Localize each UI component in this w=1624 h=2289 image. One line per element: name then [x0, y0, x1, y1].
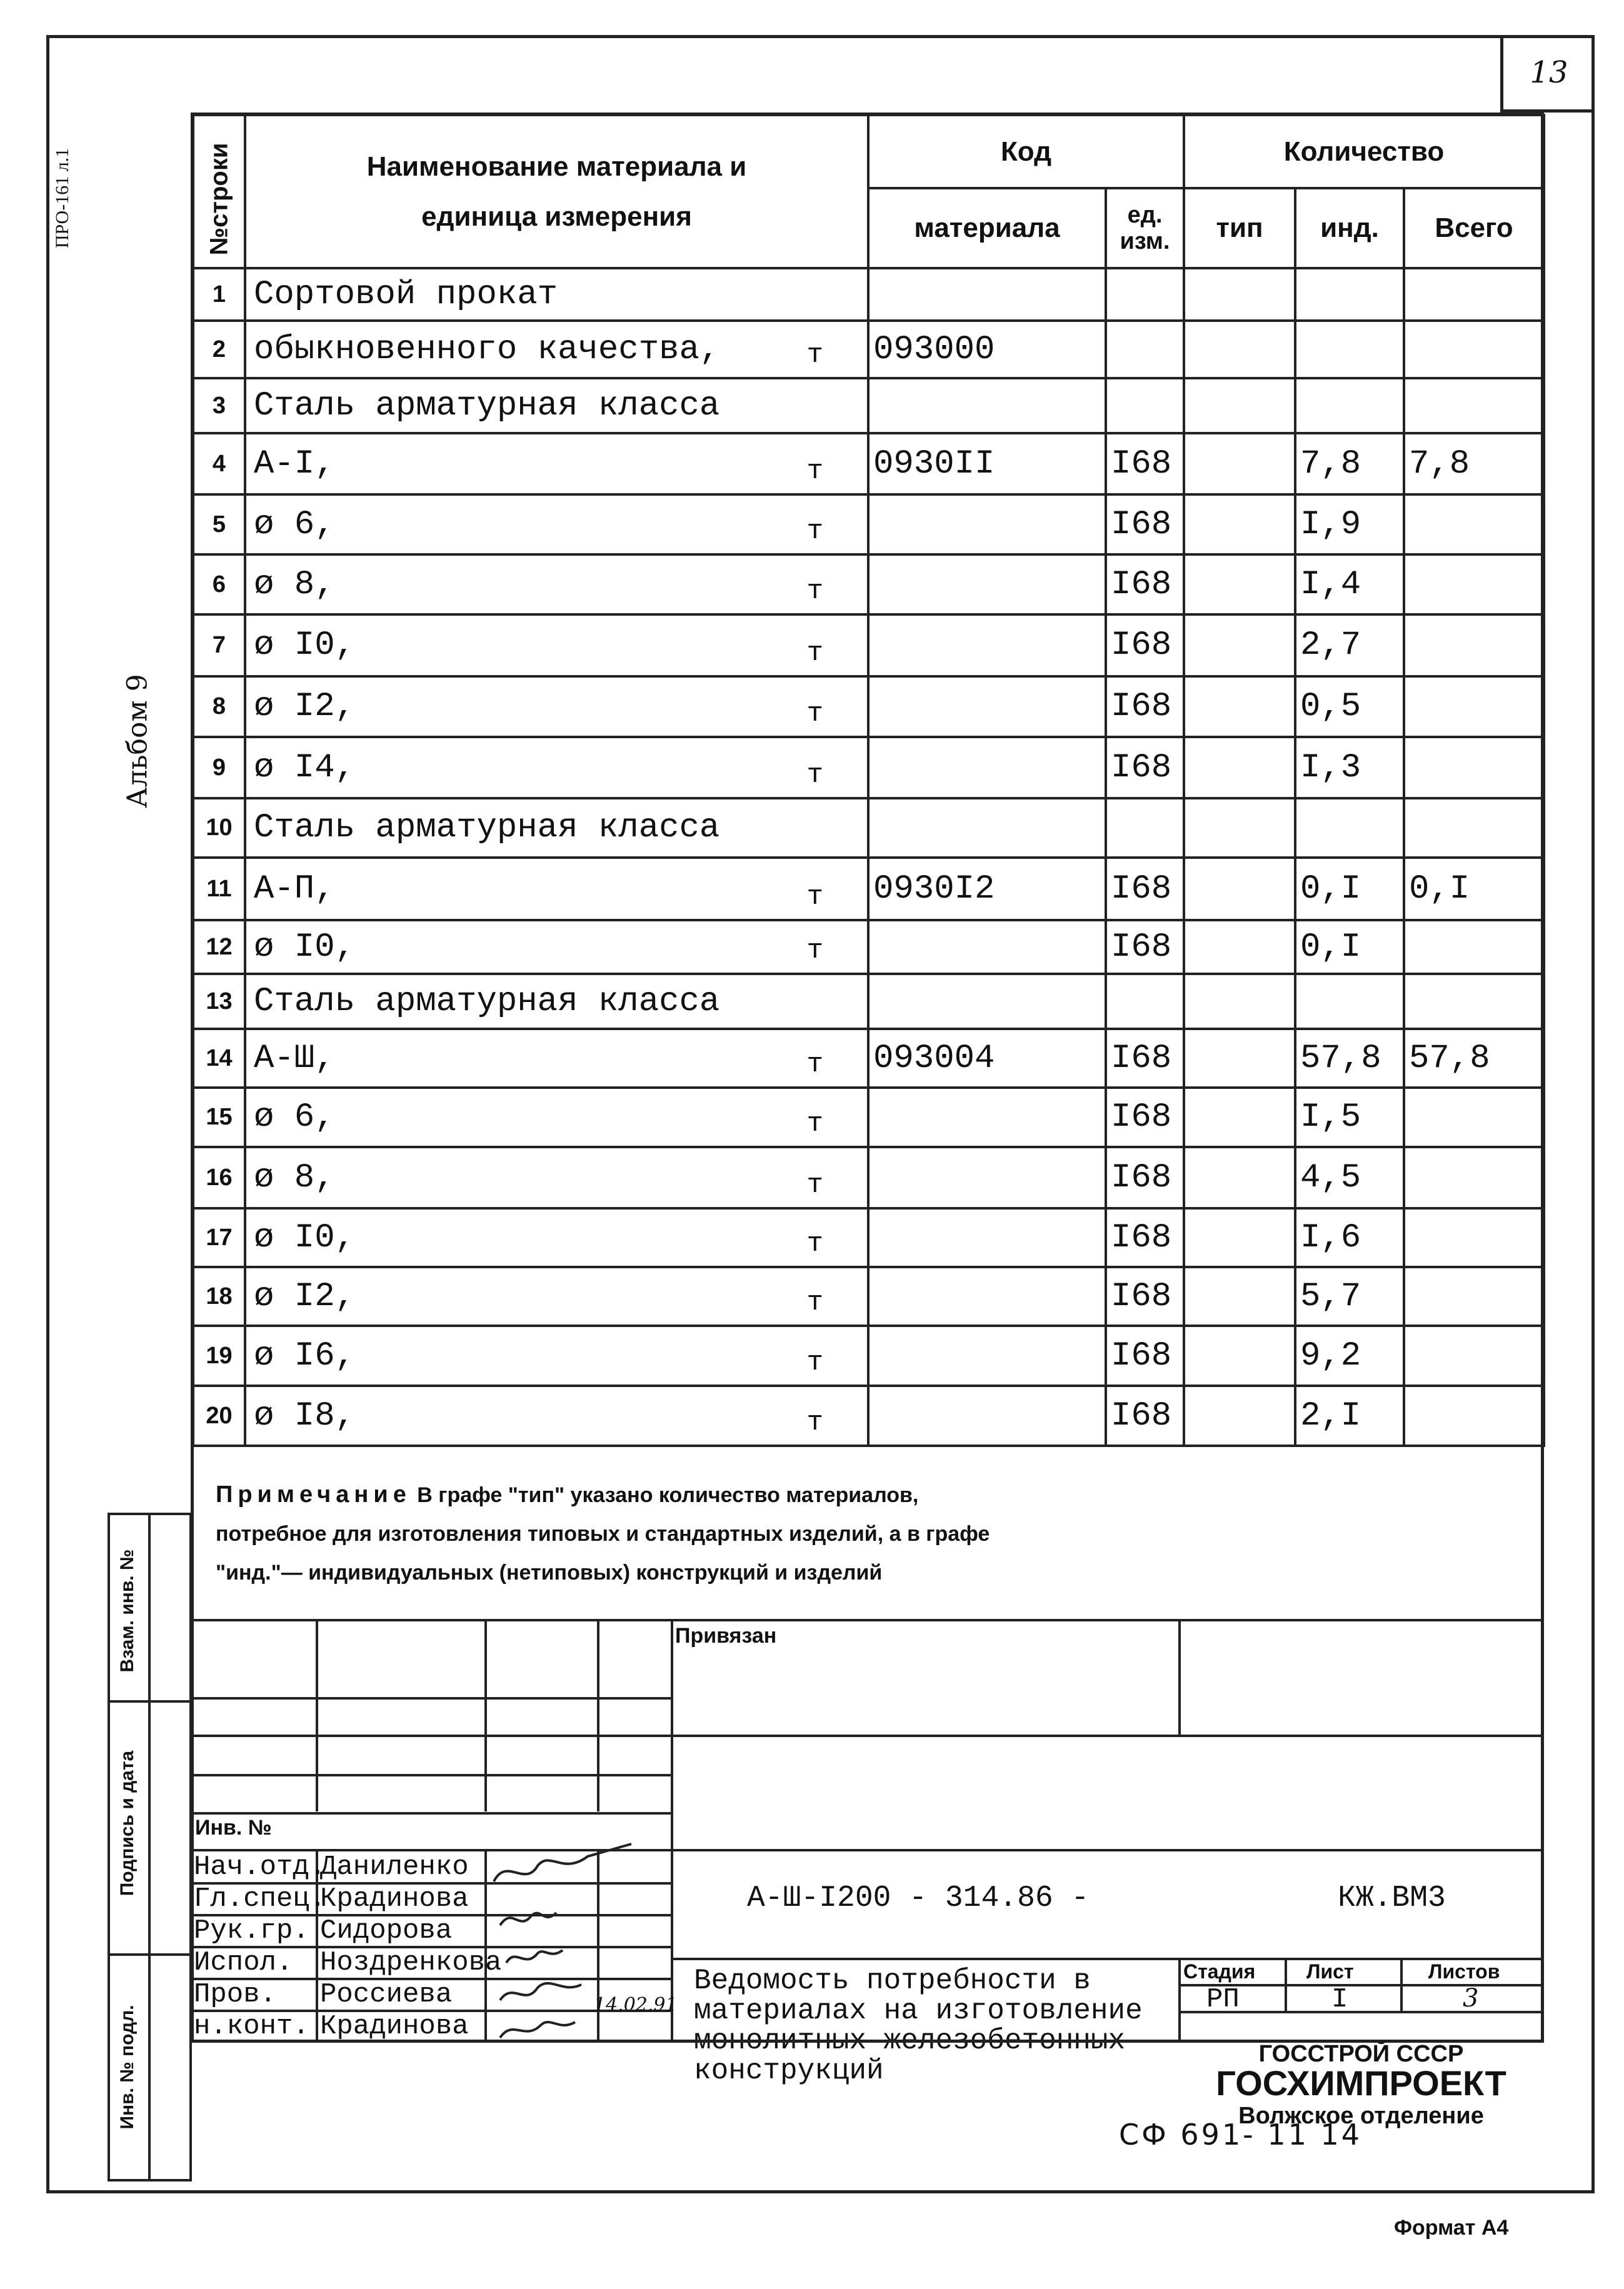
qty-total: 7,8	[1404, 433, 1544, 494]
material-unit: т	[806, 638, 823, 669]
row-number: 4	[193, 433, 245, 494]
quantity-header: Количество	[1184, 115, 1544, 188]
material-name-text: ø I0,	[254, 626, 356, 664]
bottom-code: СФ 691- 11 14	[1119, 2118, 1363, 2151]
qty-ind: 57,8	[1295, 1029, 1404, 1088]
unit-code: I68	[1106, 433, 1184, 494]
privyazan-label: Привязан	[675, 1624, 777, 1648]
material-name-text: Сталь арматурная класса	[254, 386, 720, 425]
unit-code: I68	[1106, 554, 1184, 614]
code-unit-header: ед. изм.	[1106, 188, 1184, 268]
qty-ind: I,4	[1295, 554, 1404, 614]
row-number: 11	[193, 858, 245, 920]
material-unit: т	[806, 935, 823, 966]
signatory-role: н.конт.	[194, 2011, 309, 2042]
qty-total: 57,8	[1404, 1029, 1544, 1088]
material-unit: т	[806, 1170, 823, 1201]
material-unit: т	[806, 1287, 823, 1318]
org-goshimproekt: ГОСХИМПРОЕКТ	[1216, 2063, 1506, 2103]
material-unit: т	[806, 456, 823, 487]
material-name-text: ø I2,	[254, 688, 356, 726]
row-number: 13	[193, 974, 245, 1029]
material-unit: т	[806, 339, 823, 371]
material-name-text: ø I0,	[254, 1218, 356, 1257]
row-number: 17	[193, 1208, 245, 1267]
row-number: 7	[193, 614, 245, 676]
row-number: 5	[193, 494, 245, 554]
stage-value: РП	[1206, 1984, 1240, 2015]
qty-ind: I,3	[1295, 737, 1404, 798]
name-header: Наименование материала и единица измерения	[245, 115, 868, 268]
material-name-text: ø I6,	[254, 1336, 356, 1375]
podpis-data-label: Подпись и дата	[117, 1750, 138, 1896]
unit-code: I68	[1106, 737, 1184, 798]
material-unit: т	[806, 1108, 823, 1139]
qty-total: 0,I	[1404, 858, 1544, 920]
material-unit: т	[806, 1228, 823, 1260]
material-unit: т	[806, 576, 823, 607]
row-number: 8	[193, 676, 245, 737]
row-number: 9	[193, 737, 245, 798]
material-unit: т	[806, 698, 823, 729]
row-number: 3	[193, 378, 245, 433]
material-name-text: ø 8,	[254, 565, 335, 604]
qty-ind: 2,I	[1295, 1386, 1404, 1446]
code-header: Код	[868, 115, 1184, 188]
unit-code: I68	[1106, 1147, 1184, 1208]
material-name-text: А-П,	[254, 869, 335, 908]
qty-ind: 2,7	[1295, 614, 1404, 676]
unit-code: I68	[1106, 1386, 1184, 1446]
inv-no-label: Инв. №	[195, 1816, 272, 1840]
album-label: Альбом 9	[121, 674, 154, 808]
material-unit: т	[806, 1407, 823, 1438]
material-code: 093004	[868, 1029, 1106, 1088]
signatory-role: Испол.	[194, 1947, 293, 1978]
qty-ind: 7,8	[1295, 433, 1404, 494]
row-number: 2	[193, 321, 245, 378]
material-code: 0930II	[868, 433, 1106, 494]
qty-total-header: Всего	[1404, 188, 1544, 268]
material-unit: т	[806, 516, 823, 547]
qty-ind: 9,2	[1295, 1326, 1404, 1386]
qty-ind: I,9	[1295, 494, 1404, 554]
sign-date: 14.02.91	[594, 1994, 678, 2016]
row-number: 10	[193, 798, 245, 858]
sheet-corner-number: 13	[1500, 35, 1595, 113]
row-number: 15	[193, 1088, 245, 1147]
code-material-header: материала	[868, 188, 1106, 268]
signatory-role: Нач.отд.	[194, 1851, 326, 1883]
unit-code: I68	[1106, 1267, 1184, 1326]
material-name-text: Сталь арматурная класса	[254, 809, 720, 847]
doc-number: А-Ш-I200 - 314.86 -	[747, 1881, 1090, 1915]
unit-code: I68	[1106, 1029, 1184, 1088]
row-no-header: №строки	[193, 115, 245, 268]
qty-ind: 0,I	[1295, 858, 1404, 920]
unit-code: I68	[1106, 920, 1184, 974]
sheets-value: 3	[1463, 1984, 1479, 2013]
signatory-name: Россиева	[320, 1979, 453, 2010]
material-name-text: ø 6,	[254, 505, 335, 544]
doc-mark: КЖ.ВМ3	[1338, 1881, 1446, 1915]
signatory-role: Гл.спец.	[194, 1883, 326, 1915]
material-unit: т	[806, 1347, 823, 1378]
material-code: 0930I2	[868, 858, 1106, 920]
material-unit: т	[806, 1049, 823, 1080]
row-number: 1	[193, 268, 245, 321]
qty-typ-header: тип	[1184, 188, 1295, 268]
note-text: В графе "тип" указано количество материалов, потребное для изготовления типовых и стандартных изделий, а в графе "инд."— индивидуальных (нетиповых) конструкций и изделий	[216, 1483, 990, 1585]
material-name-text: ø I0,	[254, 928, 356, 966]
inv-podl-label: Инв. № подл.	[117, 2005, 138, 2130]
qty-ind: 4,5	[1295, 1147, 1404, 1208]
material-unit: т	[806, 881, 823, 913]
qty-ind: 5,7	[1295, 1267, 1404, 1326]
sheet-value: I	[1331, 1984, 1348, 2015]
signatory-name: Крадинова	[320, 2011, 469, 2042]
doc-title: Ведомость потребности в материалах на изготовление монолитных железобетонных конструкций	[694, 1965, 1143, 2087]
unit-code: I68	[1106, 858, 1184, 920]
row-number: 18	[193, 1267, 245, 1326]
stage-label: Стадия	[1183, 1960, 1256, 1983]
material-name-text: А-I,	[254, 444, 335, 483]
unit-code: I68	[1106, 1208, 1184, 1267]
vzam-inv-label: Взам. инв. №	[117, 1549, 138, 1673]
unit-code: I68	[1106, 494, 1184, 554]
org-gosstroy: ГОССТРОЙ СССР	[1258, 2041, 1464, 2067]
material-name-text: обыкновенного качества,	[254, 330, 720, 369]
org-volzhskoe: Волжское отделение	[1238, 2103, 1484, 2129]
signatory-role: Пров.	[194, 1979, 277, 2010]
signatory-name: Даниленко	[320, 1851, 469, 1883]
material-name-text: ø I4,	[254, 748, 356, 787]
material-name-text: Сортовой прокат	[254, 275, 558, 314]
row-number: 12	[193, 920, 245, 974]
material-name-text: ø 6,	[254, 1098, 335, 1136]
note-title: Примечание	[216, 1481, 411, 1508]
doc-code-margin: ПРО-161 л.1	[52, 148, 73, 249]
qty-ind: 0,5	[1295, 676, 1404, 737]
material-name-text: А-Ш,	[254, 1039, 335, 1078]
material-code: 093000	[868, 321, 1106, 378]
qty-ind: I,6	[1295, 1208, 1404, 1267]
signatory-role: Рук.гр.	[194, 1915, 309, 1946]
unit-code: I68	[1106, 1326, 1184, 1386]
signatory-name: Ноздренкова	[320, 1947, 502, 1978]
qty-ind: I,5	[1295, 1088, 1404, 1147]
material-name-text: ø 8,	[254, 1158, 335, 1197]
sheet-label: Лист	[1306, 1960, 1354, 1983]
material-unit: т	[806, 759, 823, 791]
unit-code: I68	[1106, 1088, 1184, 1147]
row-number: 19	[193, 1326, 245, 1386]
material-name-text: ø I2,	[254, 1277, 356, 1316]
qty-ind: 0,I	[1295, 920, 1404, 974]
format-label: Формат А4	[1394, 2216, 1509, 2240]
inner-frame	[191, 113, 1544, 2043]
row-number: 14	[193, 1029, 245, 1088]
row-number: 6	[193, 554, 245, 614]
sheets-label: Листов	[1428, 1960, 1500, 1983]
qty-ind-header: инд.	[1295, 188, 1404, 268]
signatory-name: Сидорова	[320, 1915, 453, 1946]
unit-code: I68	[1106, 614, 1184, 676]
material-name-text: ø I8,	[254, 1396, 356, 1435]
unit-code: I68	[1106, 676, 1184, 737]
row-number: 20	[193, 1386, 245, 1446]
signatory-name: Крадинова	[320, 1883, 469, 1915]
material-name-text: Сталь арматурная класса	[254, 982, 720, 1021]
row-number: 16	[193, 1147, 245, 1208]
